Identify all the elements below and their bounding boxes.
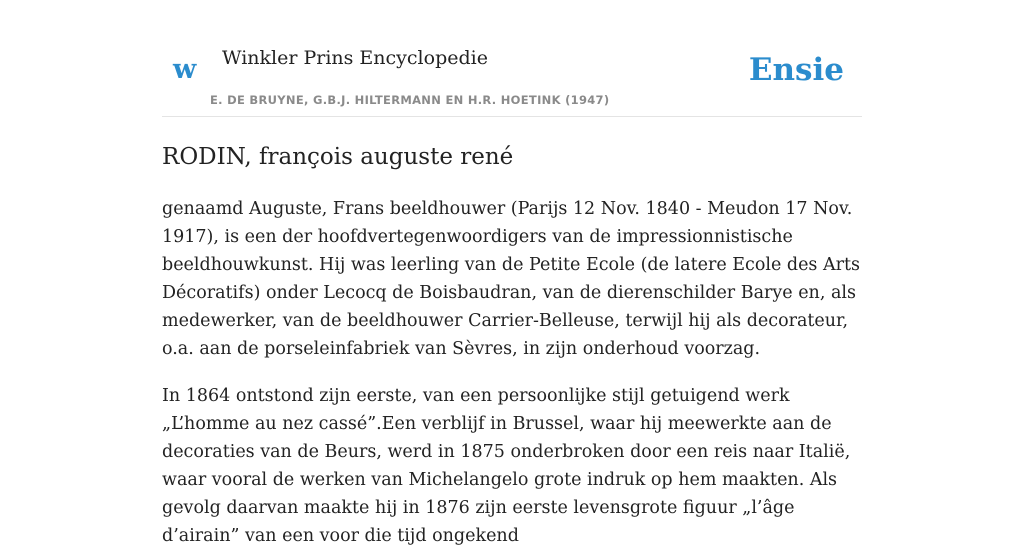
site-brand-link[interactable]: Ensie	[748, 52, 844, 88]
article-title: RODIN, françois auguste rené	[162, 144, 514, 170]
publication-title[interactable]: Winkler Prins Encyclopedie	[222, 47, 488, 69]
article-paragraph: In 1864 ontstond zijn eerste, van een persoonlijke stijl getuigend werk „L’homme au nez cassé”.Een verblijf in Brussel, waar hij meewerkte aan de decoraties van de Beurs, werd in 1875 onderbroken door een reis naar Italië, waar vooral de werken van Michelangelo grote indruk op hem maakten. Als gevolg daarvan maakte hij in 1876 zijn eerste levensgrote figuur „l’âge d’airain” van een voor die tijd ongekend	[162, 386, 851, 546]
publication-logo[interactable]: w	[173, 54, 197, 85]
publication-authors: E. DE BRUYNE, G.B.J. HILTERMANN EN H.R. HOETINK (1947)	[210, 93, 610, 107]
header	[162, 0, 862, 117]
page	[162, 0, 862, 550]
article-paragraph: genaamd Auguste, Frans beeldhouwer (Parijs 12 Nov. 1840 - Meudon 17 Nov. 1917), is een der hoofdvertegenwoordigers van de impressionnistische beeldhouwkunst. Hij was leerling van de Petite Ecole (de latere Ecole des Arts Décoratifs) onder Lecocq de Boisbaudran, van de dierenschilder Barye en, als medewerker, van de beeldhouwer Carrier-Belleuse, terwijl hij als decorateur, o.a. aan de porseleinfabriek van Sèvres, in zijn onderhoud voorzag.	[162, 199, 860, 359]
